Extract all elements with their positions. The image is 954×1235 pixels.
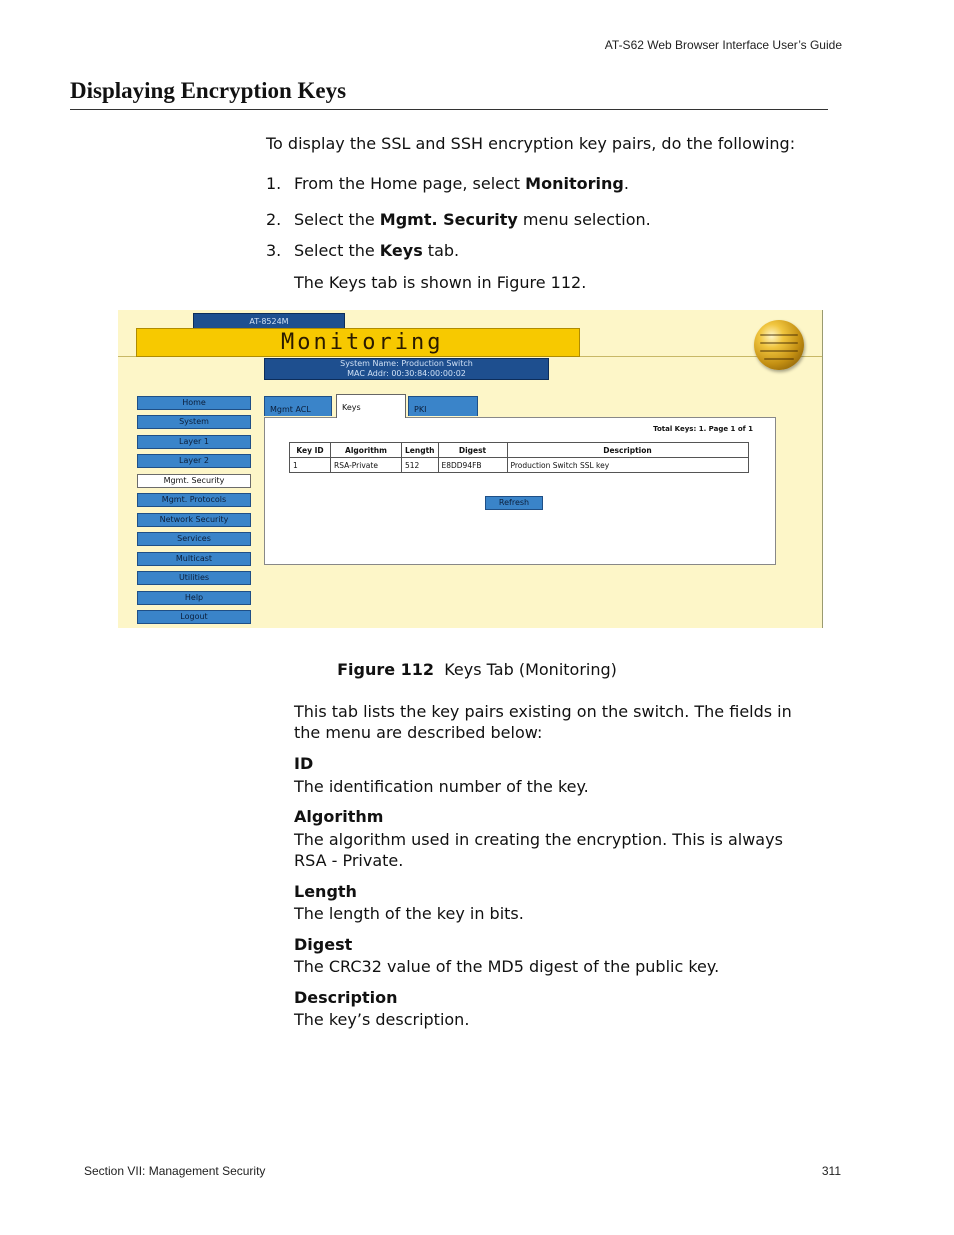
field-term-digest: Digest [294,935,353,954]
tab-pki[interactable]: PKI [408,396,478,416]
nav-layer2-button[interactable]: Layer 2 [137,454,251,468]
nav-mgmt-protocols-button[interactable]: Mgmt. Protocols [137,493,251,507]
step-bold: Mgmt. Security [379,210,518,229]
cell-digest: E8DD94FB [438,458,507,473]
intro-text: To display the SSL and SSH encryption key pairs, do the following: [266,134,796,153]
monitoring-banner [136,328,580,357]
col-description: Description [507,443,748,458]
nav-help-button[interactable]: Help [137,591,251,605]
field-term-algorithm: Algorithm [294,807,384,826]
step-1 [266,173,629,194]
field-desc-digest: The CRC32 value of the MD5 digest of the public key. [294,957,720,976]
banner-title: Monitoring [281,330,444,355]
system-info-box [264,358,549,380]
step-bold: Keys [379,241,423,260]
step-number: 3. [266,241,282,260]
tab-keys[interactable]: Keys [336,394,406,418]
running-header: AT-S62 Web Browser Interface User’s Guide [604,38,842,52]
step-text: From the Home page, select [294,174,526,193]
globe-logo-icon [754,320,804,370]
nav-layer1-button[interactable]: Layer 1 [137,435,251,449]
step-bold: Monitoring [525,174,624,193]
field-term-description: Description [294,988,398,1007]
caption-text: Keys Tab (Monitoring) [444,660,617,679]
cell-description: Production Switch SSL key [507,458,748,473]
field-desc-length: The length of the key in bits. [294,904,524,923]
step-number: 1. [266,174,282,193]
keys-panel [264,417,776,565]
step-text: menu selection. [517,210,651,229]
col-digest: Digest [438,443,507,458]
model-label: AT-8524M [193,313,345,330]
section-title: Displaying Encryption Keys [70,78,347,103]
cell-key-id: 1 [290,458,331,473]
step-text: . [623,174,629,193]
step-3 [266,240,460,261]
field-desc-description: The key’s description. [294,1010,470,1029]
refresh-button[interactable]: Refresh [485,496,543,510]
field-term-id: ID [294,754,314,773]
cell-length: 512 [402,458,439,473]
system-name: System Name: Production Switch [340,359,473,368]
figure-caption [0,660,954,679]
figure-reference: The Keys tab is shown in Figure 112. [294,273,587,292]
col-key-id: Key ID [290,443,331,458]
field-term-length: Length [294,882,357,901]
caption-label: Figure 112 [337,660,435,679]
nav-network-security-button[interactable]: Network Security [137,513,251,527]
step-number: 2. [266,210,282,229]
nav-multicast-button[interactable]: Multicast [137,552,251,566]
cell-algorithm: RSA-Private [331,458,402,473]
table-header-row [290,443,749,458]
nav-home-button[interactable]: Home [137,396,251,410]
keys-tab-screenshot [118,310,823,628]
mac-address: MAC Addr: 00:30:84:00:00:02 [347,369,466,378]
nav-system-button[interactable]: System [137,415,251,429]
nav-services-button[interactable]: Services [137,532,251,546]
table-row [290,458,749,473]
step-text: Select the [294,210,380,229]
step-2 [266,209,651,230]
field-desc-algorithm: The algorithm used in creating the encryption. This is always RSA - Private. [294,830,783,870]
nav-logout-button[interactable]: Logout [137,610,251,624]
nav-mgmt-security-button[interactable]: Mgmt. Security [137,474,251,488]
total-keys-label: Total Keys: 1. Page 1 of 1 [653,425,753,433]
tab-mgmt-acl[interactable]: Mgmt ACL [264,396,332,416]
keys-table [289,442,749,473]
title-rule [70,109,828,110]
field-desc-id: The identification number of the key. [294,777,589,796]
description-intro: This tab lists the key pairs existing on the switch. The fields in the menu are described below: [294,702,792,742]
nav-utilities-button[interactable]: Utilities [137,571,251,585]
page-number: 311 [821,1164,841,1178]
step-text: Select the [294,241,380,260]
col-length: Length [402,443,439,458]
col-algorithm: Algorithm [331,443,402,458]
footer-section: Section VII: Management Security [84,1164,266,1178]
step-text: tab. [422,241,460,260]
